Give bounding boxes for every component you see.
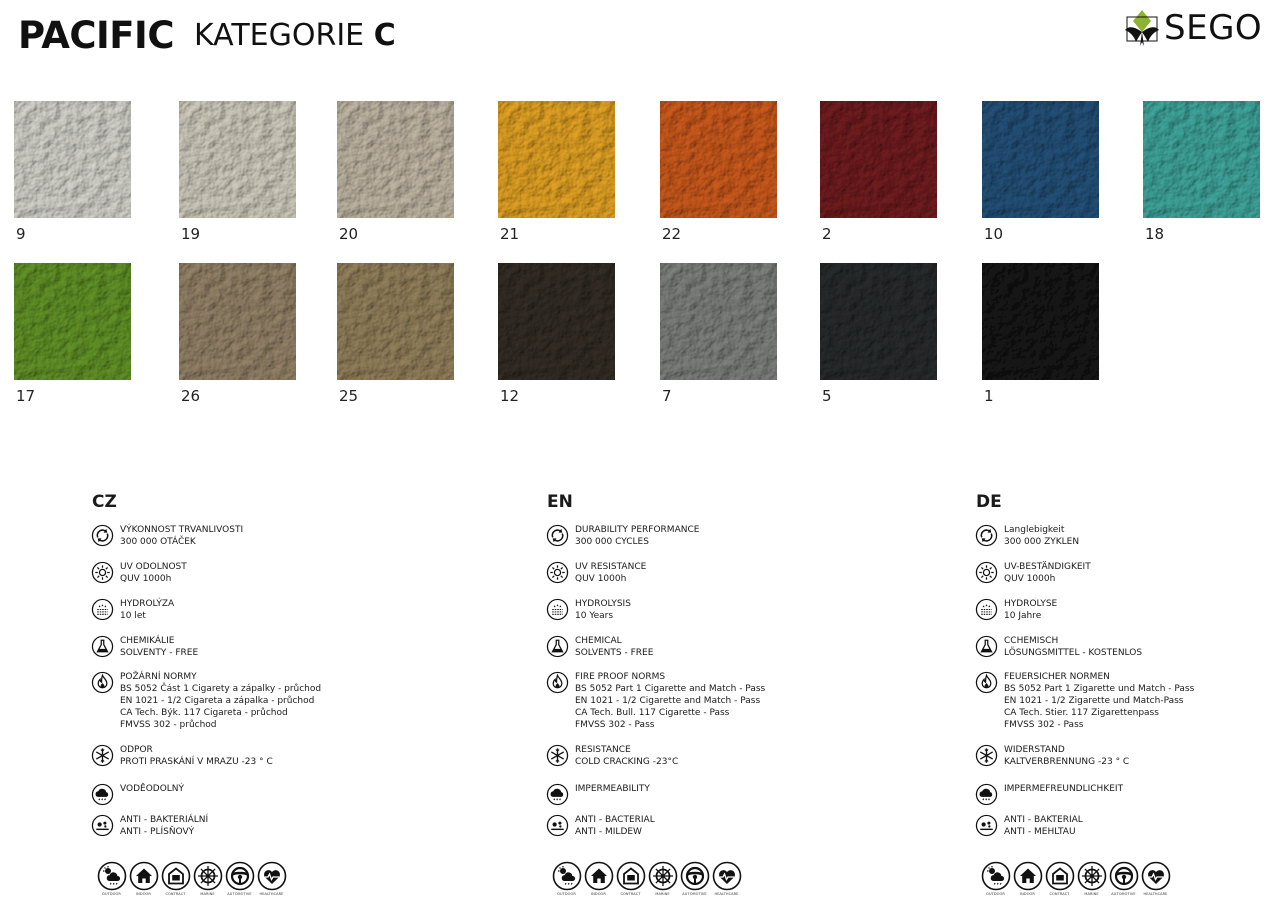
feature-line: CA Tech. Bull. 117 Cigarette - Pass bbox=[575, 708, 730, 718]
ship-wheel-icon bbox=[648, 861, 678, 891]
usage-item bbox=[1043, 861, 1076, 896]
category-heading bbox=[194, 18, 396, 53]
swatch-label: 10 bbox=[984, 225, 1004, 243]
swatch-label: 1 bbox=[984, 387, 994, 405]
feature-line: RESISTANCE bbox=[575, 745, 631, 755]
snowflake-icon bbox=[546, 744, 569, 767]
swatch-fill bbox=[337, 101, 454, 218]
usage-label: CONTRACT bbox=[620, 892, 641, 896]
feature-line: 300 000 ZYKLEN bbox=[1004, 537, 1080, 547]
swatch-label: 20 bbox=[339, 225, 359, 243]
feature-line: 10 Jahre bbox=[1004, 611, 1042, 621]
usage-item bbox=[979, 861, 1012, 896]
feature-row bbox=[975, 783, 1123, 806]
swatch-label: 26 bbox=[181, 387, 201, 405]
bacteria-icon bbox=[546, 814, 569, 837]
usage-item bbox=[127, 861, 160, 896]
feature-line: EN 1021 - 1/2 Zigarette und Match-Pass bbox=[1004, 696, 1184, 706]
feature-text bbox=[575, 635, 653, 659]
feature-line: UV-BESTÄNDIGKEIT bbox=[1004, 562, 1091, 572]
swatch-fill bbox=[660, 101, 777, 218]
feature-line: FMVSS 302 - Pass bbox=[575, 720, 655, 730]
hydrolysis-icon bbox=[975, 598, 998, 621]
usage-item bbox=[678, 861, 711, 896]
feature-row bbox=[975, 744, 1129, 768]
feature-row bbox=[91, 814, 208, 838]
usage-label: HEALTHCARE bbox=[714, 892, 739, 896]
feature-text bbox=[120, 635, 198, 659]
feature-row bbox=[91, 561, 187, 585]
feature-line: EN 1021 - 1/2 Cigarette and Match - Pass bbox=[575, 696, 761, 706]
flame-icon bbox=[975, 671, 998, 694]
feature-row bbox=[546, 783, 650, 806]
swatch-texture bbox=[498, 263, 615, 380]
feature-line: IMPERMEABILITY bbox=[575, 784, 650, 794]
rain-cloud-icon bbox=[975, 783, 998, 806]
feature-line: 10 Years bbox=[575, 611, 614, 621]
usage-label: HEALTHCARE bbox=[259, 892, 284, 896]
swatch-texture bbox=[820, 263, 937, 380]
feature-text bbox=[575, 598, 631, 622]
usage-item bbox=[159, 861, 192, 896]
building-icon bbox=[616, 861, 646, 891]
swatch-texture bbox=[337, 263, 454, 380]
swatch-texture bbox=[660, 263, 777, 380]
feature-text bbox=[575, 814, 655, 838]
swatch-label: 9 bbox=[16, 225, 26, 243]
swatch-texture bbox=[982, 263, 1099, 380]
color-swatch-1 bbox=[982, 263, 1099, 380]
feature-text bbox=[1004, 598, 1057, 622]
swatch-fill bbox=[660, 263, 777, 380]
feature-text bbox=[575, 783, 650, 795]
color-swatch-22 bbox=[660, 101, 777, 218]
outdoor-icon bbox=[981, 861, 1011, 891]
building-icon bbox=[1045, 861, 1075, 891]
feature-line: IMPERMEFREUNDLICHKEIT bbox=[1004, 784, 1124, 794]
feature-line: QUV 1000h bbox=[575, 574, 627, 584]
swatch-fill bbox=[14, 263, 131, 380]
feature-line: VÝKONNOST TRVANLIVOSTI bbox=[120, 525, 244, 535]
feature-text bbox=[120, 524, 243, 548]
feature-text bbox=[1004, 635, 1142, 659]
feature-row bbox=[91, 744, 273, 768]
feature-row bbox=[975, 524, 1079, 548]
usage-item bbox=[95, 861, 128, 896]
feature-text bbox=[120, 598, 174, 622]
usage-label: OUTDOOR bbox=[986, 892, 1005, 896]
feature-line: ANTI - MILDEW bbox=[575, 827, 642, 837]
feature-row bbox=[975, 671, 1194, 731]
usage-label: INDOOR bbox=[136, 892, 151, 896]
chemical-flask-icon bbox=[91, 635, 114, 658]
feature-line: COLD CRACKING -23°C bbox=[575, 757, 679, 767]
feature-line: FMVSS 302 - Pass bbox=[1004, 720, 1084, 730]
healthcare-heart-icon bbox=[1141, 861, 1171, 891]
color-swatch-9 bbox=[14, 101, 131, 218]
swatch-texture bbox=[1143, 101, 1260, 218]
sego-logo bbox=[1124, 8, 1262, 48]
feature-line: POŽÁRNÍ NORMY bbox=[120, 672, 197, 682]
color-swatch-26 bbox=[179, 263, 296, 380]
swatch-label: 25 bbox=[339, 387, 359, 405]
feature-line: CA Tech. Stier. 117 Zigarettenpass bbox=[1004, 708, 1159, 718]
feature-line: 300 000 CYCLES bbox=[575, 537, 649, 547]
swatch-texture bbox=[179, 263, 296, 380]
feature-text bbox=[1004, 671, 1194, 731]
flame-icon bbox=[546, 671, 569, 694]
swatch-fill bbox=[982, 101, 1099, 218]
usage-item bbox=[614, 861, 647, 896]
ship-wheel-icon bbox=[193, 861, 223, 891]
feature-line: FMVSS 302 - průchod bbox=[120, 720, 217, 730]
color-swatch-2 bbox=[820, 101, 937, 218]
usage-item bbox=[646, 861, 679, 896]
durability-icon bbox=[975, 524, 998, 547]
category-prefix: KATEGORIE bbox=[194, 18, 365, 53]
usage-item bbox=[1075, 861, 1108, 896]
house-icon bbox=[1013, 861, 1043, 891]
feature-row bbox=[975, 561, 1091, 585]
feature-line: ANTI - PLÍSŇOVÝ bbox=[120, 827, 195, 837]
swatch-fill bbox=[820, 263, 937, 380]
feature-row bbox=[91, 783, 184, 806]
feature-text bbox=[120, 561, 187, 585]
feature-line: CHEMIKÁLIE bbox=[120, 636, 175, 646]
feature-text bbox=[575, 524, 699, 548]
feature-line: UV RESISTANCE bbox=[575, 562, 647, 572]
usage-label: AUTOMOTIVE bbox=[227, 892, 252, 896]
usage-label: MARINE bbox=[1084, 892, 1099, 896]
swatch-label: 17 bbox=[16, 387, 36, 405]
swatch-texture bbox=[337, 101, 454, 218]
sun-icon bbox=[91, 561, 114, 584]
feature-line: DURABILITY PERFORMANCE bbox=[575, 525, 700, 535]
feature-line: CA Tech. Býk. 117 Cigareta - průchod bbox=[120, 708, 288, 718]
usage-icons bbox=[550, 861, 742, 896]
usage-label: AUTOMOTIVE bbox=[682, 892, 707, 896]
feature-row bbox=[546, 598, 631, 622]
feature-line: CHEMICAL bbox=[575, 636, 622, 646]
building-icon bbox=[161, 861, 191, 891]
feature-row bbox=[91, 524, 243, 548]
swatch-fill bbox=[337, 263, 454, 380]
house-icon bbox=[129, 861, 159, 891]
sego-logo-mark-icon bbox=[1124, 8, 1160, 48]
usage-label: HEALTHCARE bbox=[1143, 892, 1168, 896]
color-swatch-19 bbox=[179, 101, 296, 218]
swatch-texture bbox=[820, 101, 937, 218]
healthcare-heart-icon bbox=[712, 861, 742, 891]
bacteria-icon bbox=[975, 814, 998, 837]
usage-label: AUTOMOTIVE bbox=[1111, 892, 1136, 896]
color-swatch-10 bbox=[982, 101, 1099, 218]
column-en bbox=[546, 492, 876, 896]
usage-item bbox=[191, 861, 224, 896]
language-heading: CZ bbox=[92, 492, 117, 512]
feature-line: UV ODOLNOST bbox=[120, 562, 187, 572]
swatch-texture bbox=[660, 101, 777, 218]
feature-line: ANTI - BAKTERIAL bbox=[1004, 815, 1083, 825]
feature-line: FEUERSICHER NORMEN bbox=[1004, 672, 1110, 682]
durability-icon bbox=[546, 524, 569, 547]
feature-text bbox=[1004, 783, 1123, 795]
swatch-fill bbox=[1143, 101, 1260, 218]
color-swatch-18 bbox=[1143, 101, 1260, 218]
feature-line: EN 1021 - 1/2 Cigareta a zápalka - průchod bbox=[120, 696, 315, 706]
color-swatch-7 bbox=[660, 263, 777, 380]
feature-line: FIRE PROOF NORMS bbox=[575, 672, 666, 682]
usage-icons bbox=[979, 861, 1171, 896]
feature-text bbox=[575, 744, 678, 768]
usage-item bbox=[223, 861, 256, 896]
swatch-texture bbox=[179, 101, 296, 218]
feature-row bbox=[546, 524, 699, 548]
flame-icon bbox=[91, 671, 114, 694]
usage-item bbox=[550, 861, 583, 896]
feature-line: HYDROLÝZA bbox=[120, 599, 175, 609]
usage-item bbox=[1139, 861, 1172, 896]
feature-line: BS 5052 Part 1 Cigarette and Match - Pass bbox=[575, 684, 766, 694]
swatch-label: 12 bbox=[500, 387, 520, 405]
swatch-fill bbox=[498, 101, 615, 218]
usage-icons bbox=[95, 861, 287, 896]
swatch-texture bbox=[982, 101, 1099, 218]
feature-text bbox=[120, 671, 321, 731]
usage-item bbox=[710, 861, 743, 896]
swatch-fill bbox=[179, 101, 296, 218]
hydrolysis-icon bbox=[546, 598, 569, 621]
feature-line: SOLVENTS - FREE bbox=[575, 648, 654, 658]
color-swatch-12 bbox=[498, 263, 615, 380]
feature-row bbox=[91, 671, 321, 731]
color-swatch-25 bbox=[337, 263, 454, 380]
swatch-texture bbox=[498, 101, 615, 218]
swatch-label: 7 bbox=[662, 387, 672, 405]
feature-text bbox=[1004, 561, 1091, 585]
feature-line: VODĚODOLNÝ bbox=[120, 784, 185, 794]
steering-wheel-icon bbox=[680, 861, 710, 891]
feature-line: WIDERSTAND bbox=[1004, 745, 1065, 755]
feature-row bbox=[91, 635, 198, 659]
feature-line: QUV 1000h bbox=[120, 574, 172, 584]
feature-text bbox=[1004, 744, 1129, 768]
usage-label: OUTDOOR bbox=[102, 892, 121, 896]
usage-item bbox=[255, 861, 288, 896]
rain-cloud-icon bbox=[546, 783, 569, 806]
usage-label: OUTDOOR bbox=[557, 892, 576, 896]
usage-label: MARINE bbox=[200, 892, 215, 896]
swatch-label: 18 bbox=[1145, 225, 1165, 243]
feature-line: BS 5052 Část 1 Cigarety a zápalky - průchod bbox=[120, 684, 322, 694]
category-letter: C bbox=[373, 18, 396, 53]
feature-line: HYDROLYSE bbox=[1004, 599, 1058, 609]
column-de bbox=[975, 492, 1275, 896]
feature-line: HYDROLYSIS bbox=[575, 599, 631, 609]
logo-text: SEGO bbox=[1164, 8, 1263, 48]
feature-text bbox=[575, 671, 765, 731]
usage-item bbox=[1107, 861, 1140, 896]
outdoor-icon bbox=[97, 861, 127, 891]
usage-label: INDOOR bbox=[1020, 892, 1035, 896]
outdoor-icon bbox=[552, 861, 582, 891]
swatch-fill bbox=[14, 101, 131, 218]
chemical-flask-icon bbox=[975, 635, 998, 658]
house-icon bbox=[584, 861, 614, 891]
hydrolysis-icon bbox=[91, 598, 114, 621]
feature-row bbox=[546, 744, 678, 768]
snowflake-icon bbox=[91, 744, 114, 767]
usage-item bbox=[1011, 861, 1044, 896]
usage-label: MARINE bbox=[655, 892, 670, 896]
feature-row bbox=[546, 635, 653, 659]
feature-line: ANTI - MEHLTAU bbox=[1004, 827, 1076, 837]
feature-line: ODPOR bbox=[120, 745, 153, 755]
column-cz bbox=[91, 492, 421, 896]
color-swatch-21 bbox=[498, 101, 615, 218]
feature-row bbox=[975, 598, 1057, 622]
healthcare-heart-icon bbox=[257, 861, 287, 891]
swatch-label: 2 bbox=[822, 225, 832, 243]
feature-line: LÖSUNGSMITTEL - KOSTENLOS bbox=[1004, 648, 1143, 658]
feature-text bbox=[120, 814, 208, 838]
chemical-flask-icon bbox=[546, 635, 569, 658]
color-swatch-17 bbox=[14, 263, 131, 380]
feature-text bbox=[1004, 524, 1079, 548]
page-title: PACIFIC bbox=[18, 14, 174, 57]
feature-line: BS 5052 Part 1 Zigarette und Match - Pass bbox=[1004, 684, 1195, 694]
swatch-label: 21 bbox=[500, 225, 520, 243]
feature-line: PROTI PRASKÁNÍ V MRAZU -23 ° C bbox=[120, 757, 273, 767]
feature-line: SOLVENTY - FREE bbox=[120, 648, 199, 658]
feature-text bbox=[575, 561, 646, 585]
swatch-fill bbox=[179, 263, 296, 380]
swatch-fill bbox=[820, 101, 937, 218]
language-heading: DE bbox=[976, 492, 1002, 512]
usage-label: INDOOR bbox=[591, 892, 606, 896]
feature-line: ANTI - BAKTERIÁLNÍ bbox=[120, 815, 209, 825]
steering-wheel-icon bbox=[225, 861, 255, 891]
sun-icon bbox=[975, 561, 998, 584]
usage-item bbox=[582, 861, 615, 896]
feature-line: KALTVERBRENNUNG -23 ° C bbox=[1004, 757, 1130, 767]
feature-row bbox=[975, 814, 1083, 838]
swatch-label: 5 bbox=[822, 387, 832, 405]
swatch-label: 22 bbox=[662, 225, 682, 243]
feature-text bbox=[120, 783, 184, 795]
feature-text bbox=[120, 744, 273, 768]
feature-row bbox=[91, 598, 174, 622]
feature-row bbox=[546, 814, 655, 838]
snowflake-icon bbox=[975, 744, 998, 767]
feature-line: CCHEMISCH bbox=[1004, 636, 1059, 646]
color-swatch-20 bbox=[337, 101, 454, 218]
durability-icon bbox=[91, 524, 114, 547]
swatch-label: 19 bbox=[181, 225, 201, 243]
sun-icon bbox=[546, 561, 569, 584]
steering-wheel-icon bbox=[1109, 861, 1139, 891]
feature-line: 300 000 OTÁČEK bbox=[120, 537, 196, 547]
feature-row bbox=[975, 635, 1142, 659]
rain-cloud-icon bbox=[91, 783, 114, 806]
swatch-fill bbox=[498, 263, 615, 380]
swatch-texture bbox=[14, 263, 131, 380]
language-heading: EN bbox=[547, 492, 573, 512]
bacteria-icon bbox=[91, 814, 114, 837]
feature-line: 10 let bbox=[120, 611, 146, 621]
usage-label: CONTRACT bbox=[1049, 892, 1070, 896]
feature-row bbox=[546, 671, 765, 731]
feature-line: Langlebigkeit bbox=[1004, 525, 1065, 535]
feature-row bbox=[546, 561, 646, 585]
feature-line: QUV 1000h bbox=[1004, 574, 1056, 584]
swatch-fill bbox=[982, 263, 1099, 380]
feature-text bbox=[1004, 814, 1083, 838]
ship-wheel-icon bbox=[1077, 861, 1107, 891]
swatch-texture bbox=[14, 101, 131, 218]
usage-label: CONTRACT bbox=[165, 892, 186, 896]
feature-line: ANTI - BACTERIAL bbox=[575, 815, 655, 825]
color-swatch-5 bbox=[820, 263, 937, 380]
